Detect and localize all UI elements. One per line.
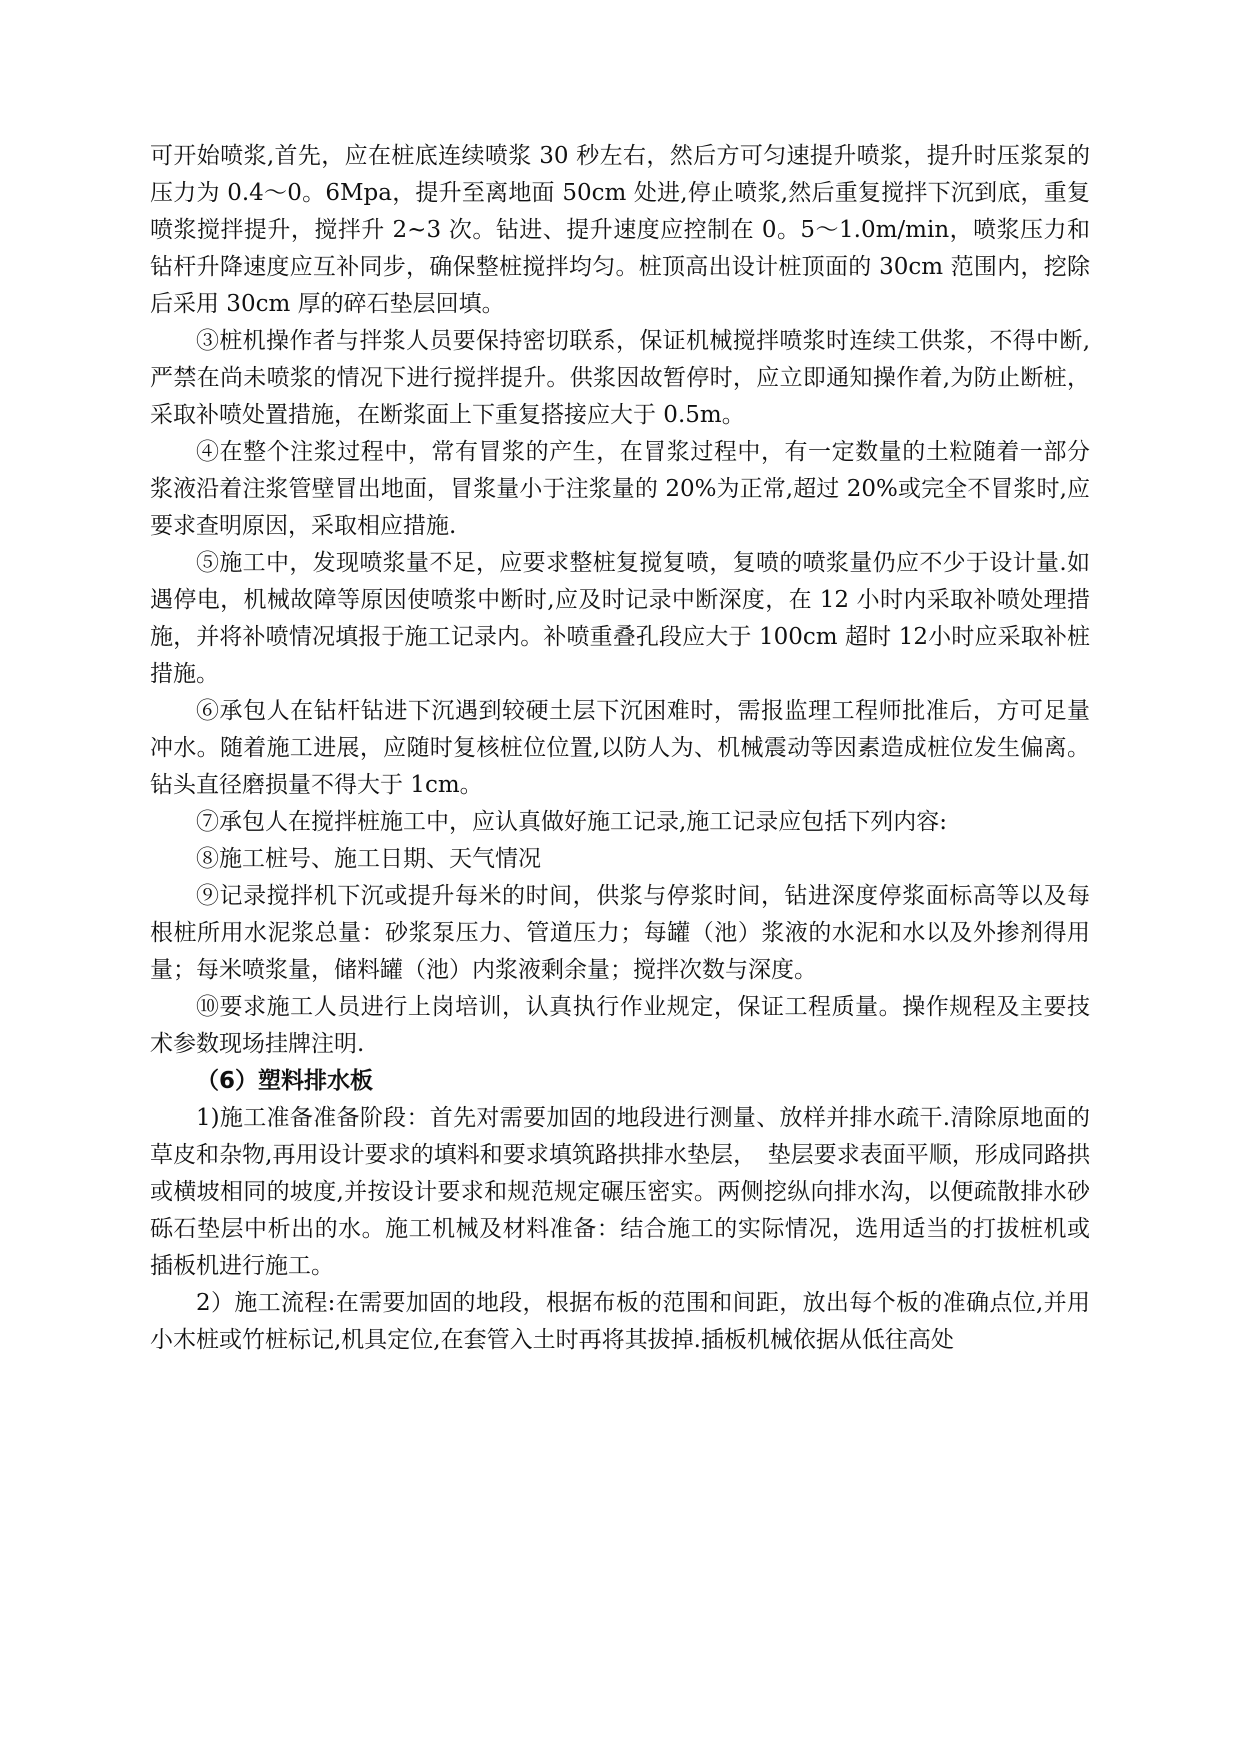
paragraph-item-5: ⑤施工中，发现喷浆量不足，应要求整桩复搅复喷，复喷的喷浆量仍应不少于设计量.如遇停电，机械故障等原因使喷浆中断时,应及时记录中断深度，在 12 小时内采取补喷处理措施，并将补喷情况填报于施工记录内。补喷重叠孔段应大于 100cm 超时 12小时应采取补桩措施。 bbox=[150, 550, 1090, 687]
paragraph-item-6: ⑥承包人在钻杆钻进下沉遇到较硬土层下沉困难时，需报监理工程师批准后，方可足量冲水。随着施工进展，应随时复核桩位位置,以防人为、机械震动等因素造成桩位发生偏离。钻头直径磨损量不得大于 1cm。 bbox=[150, 698, 1090, 798]
paragraph-item-7: ⑦承包人在搅拌桩施工中，应认真做好施工记录,施工记录应包括下列内容: bbox=[196, 809, 948, 835]
section-paragraph-1: 1)施工准备准备阶段：首先对需要加固的地段进行测量、放样并排水疏干.清除原地面的草皮和杂物,再用设计要求的填料和要求填筑路拱排水垫层， 垫层要求表面平顺，形成同路拱或横坡相同的坡度,并按设计要求和规范规定碾压密实。两侧挖纵向排水沟，以便疏散排水砂砾石垫层中析出的水。施工机械及材料准备：结合施工的实际情况，选用适当的打拔桩机或插板机进行施工。 bbox=[150, 1105, 1090, 1279]
paragraph-item-9: ⑨记录搅拌机下沉或提升每米的时间，供浆与停浆时间，钻进深度停浆面标高等以及每根桩所用水泥浆总量：砂浆泵压力、管道压力；每罐（池）浆液的水泥和水以及外掺剂得用量；每米喷浆量，储料罐（池）内浆液剩余量；搅拌次数与深度。 bbox=[150, 883, 1090, 983]
document-page bbox=[150, 138, 1090, 1359]
paragraph-item-4: ④在整个注浆过程中，常有冒浆的产生，在冒浆过程中，有一定数量的土粒随着一部分浆液沿着注浆管壁冒出地面，冒浆量小于注浆量的 20%为正常,超过 20%或完全不冒浆时,应要求查明原因，采取相应措施. bbox=[150, 439, 1090, 539]
section-paragraph-2: 2）施工流程:在需要加固的地段，根据布板的范围和间距，放出每个板的准确点位,并用小木桩或竹桩标记,机具定位,在套管入土时再将其拔掉.插板机械依据从低往高处 bbox=[150, 1290, 1090, 1353]
paragraph-continuation: 可开始喷浆,首先，应在桩底连续喷浆 30 秒左右，然后方可匀速提升喷浆，提升时压浆泵的压力为 0.4～0。6Mpa，提升至离地面 50cm 处进,停止喷浆,然后重复搅拌下沉到底，重复喷浆搅拌提升，搅拌升 2~3 次。钻进、提升速度应控制在 0。5～1.0m/min，喷浆压力和钻杆升降速度应互补同步，确保整桩搅拌均匀。桩顶高出设计桩顶面的 30cm 范围内，挖除后采用 30cm 厚的碎石垫层回填。 bbox=[150, 143, 1090, 317]
paragraph-item-3: ③桩机操作者与拌浆人员要保持密切联系，保证机械搅拌喷浆时连续工供浆，不得中断,严禁在尚未喷浆的情况下进行搅拌提升。供浆因故暂停时，应立即通知操作着,为防止断桩，采取补喷处置措施，在断浆面上下重复搭接应大于 0.5m。 bbox=[150, 328, 1090, 428]
section-heading: （6）塑料排水板 bbox=[196, 1068, 374, 1094]
paragraph-item-8: ⑧施工桩号、施工日期、天气情况 bbox=[196, 846, 541, 872]
paragraph-item-10: ⑩要求施工人员进行上岗培训，认真执行作业规定，保证工程质量。操作规程及主要技术参数现场挂牌注明. bbox=[150, 994, 1090, 1057]
